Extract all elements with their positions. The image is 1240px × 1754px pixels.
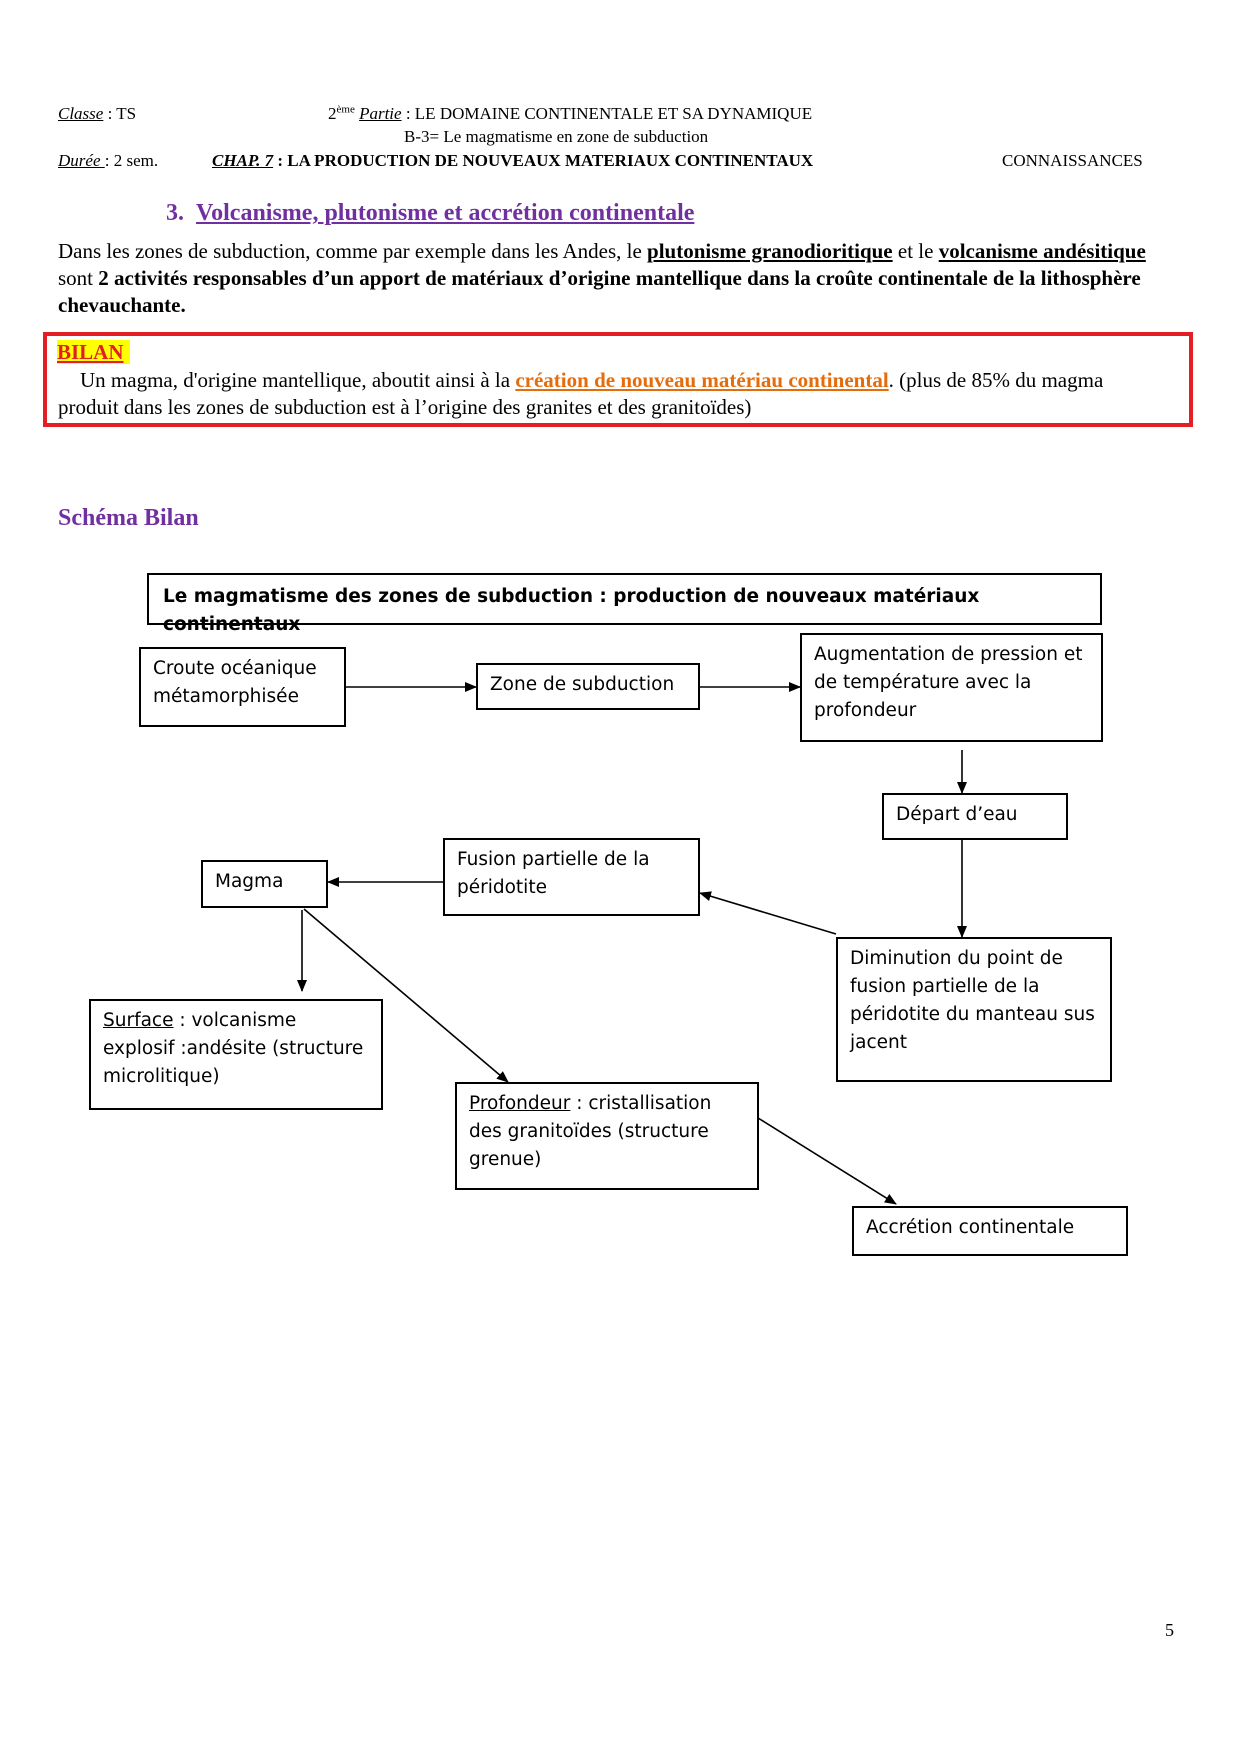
header-tag: CONNAISSANCES <box>1002 151 1143 170</box>
schema-heading: Schéma Bilan <box>58 505 199 531</box>
bilan-highlight: création de nouveau matériau continental <box>515 368 889 392</box>
box-zone-subduction: Zone de subduction <box>476 663 700 710</box>
section-title-text: Volcanisme, plutonisme et accrétion continentale <box>196 200 695 226</box>
term-plutonisme: plutonisme granodioritique <box>647 239 893 263</box>
box-accretion: Accrétion continentale <box>852 1206 1128 1256</box>
arrow-profondeur-to-accretion <box>758 1118 896 1204</box>
schema-title-box: Le magmatisme des zones de subduction : production de nouveaux matériaux continentaux <box>147 573 1102 625</box>
section-number: 3. <box>166 200 184 226</box>
header-subtitle: B-3= Le magmatisme en zone de subduction <box>404 127 709 146</box>
box-diminution: Diminution du point de fusion partielle de la péridotite du manteau sus jacent <box>836 937 1112 1082</box>
classe-label: Classe <box>58 104 104 123</box>
box-magma: Magma <box>201 860 328 908</box>
profondeur-label: Profondeur <box>469 1093 571 1114</box>
box-croute: Croute océanique métamorphisée <box>139 647 346 727</box>
arrow-diminution-to-fusion <box>700 893 836 934</box>
profondeur-text: : cristallisation des granitoïdes (structure grenue) <box>469 1093 712 1170</box>
partie-label: Partie <box>359 104 402 123</box>
para-bold: 2 activités responsables d’un apport de matériaux d’origine mantellique dans la croûte continentale de la lithosphère chevauchante. <box>58 266 1141 317</box>
box-surface <box>89 999 383 1110</box>
para-text-2: et le <box>892 239 939 263</box>
duree-value: : 2 sem. <box>104 151 159 170</box>
page-number: 5 <box>1165 1620 1174 1640</box>
term-volcanisme: volcanisme andésitique <box>938 239 1146 263</box>
partie-num: 2 <box>328 104 337 123</box>
partie-title: : LE DOMAINE CONTINENTALE ET SA DYNAMIQUE <box>401 104 813 123</box>
classe-value: : TS <box>103 104 137 123</box>
para-text-1: Dans les zones de subduction, comme par exemple dans les Andes, le <box>58 239 648 263</box>
surface-text: : volcanisme explosif :andésite (structure microlitique) <box>103 1010 364 1087</box>
box-fusion-partielle: Fusion partielle de la péridotite <box>443 838 700 916</box>
bilan-label: BILAN <box>57 340 130 364</box>
chap-title: : LA PRODUCTION DE NOUVEAUX MATERIAUX CONTINENTAUX <box>273 151 814 170</box>
chap-label: CHAP. 7 <box>212 151 274 170</box>
box-depart-eau: Départ d’eau <box>882 793 1068 840</box>
para-text-3: sont <box>58 266 99 290</box>
surface-label: Surface <box>103 1010 174 1031</box>
box-augmentation: Augmentation de pression et de température avec la profondeur <box>800 633 1103 742</box>
bilan-text-1: Un magma, d'origine mantellique, aboutit ainsi à la <box>80 368 516 392</box>
partie-sup: ème <box>336 103 355 116</box>
box-profondeur <box>455 1082 759 1190</box>
bilan-text-2: . (plus de 85% du magma produit dans les zones de subduction est à l’origine des granites et des granitoïdes) <box>58 368 1104 419</box>
duree-label: Durée <box>58 151 105 170</box>
